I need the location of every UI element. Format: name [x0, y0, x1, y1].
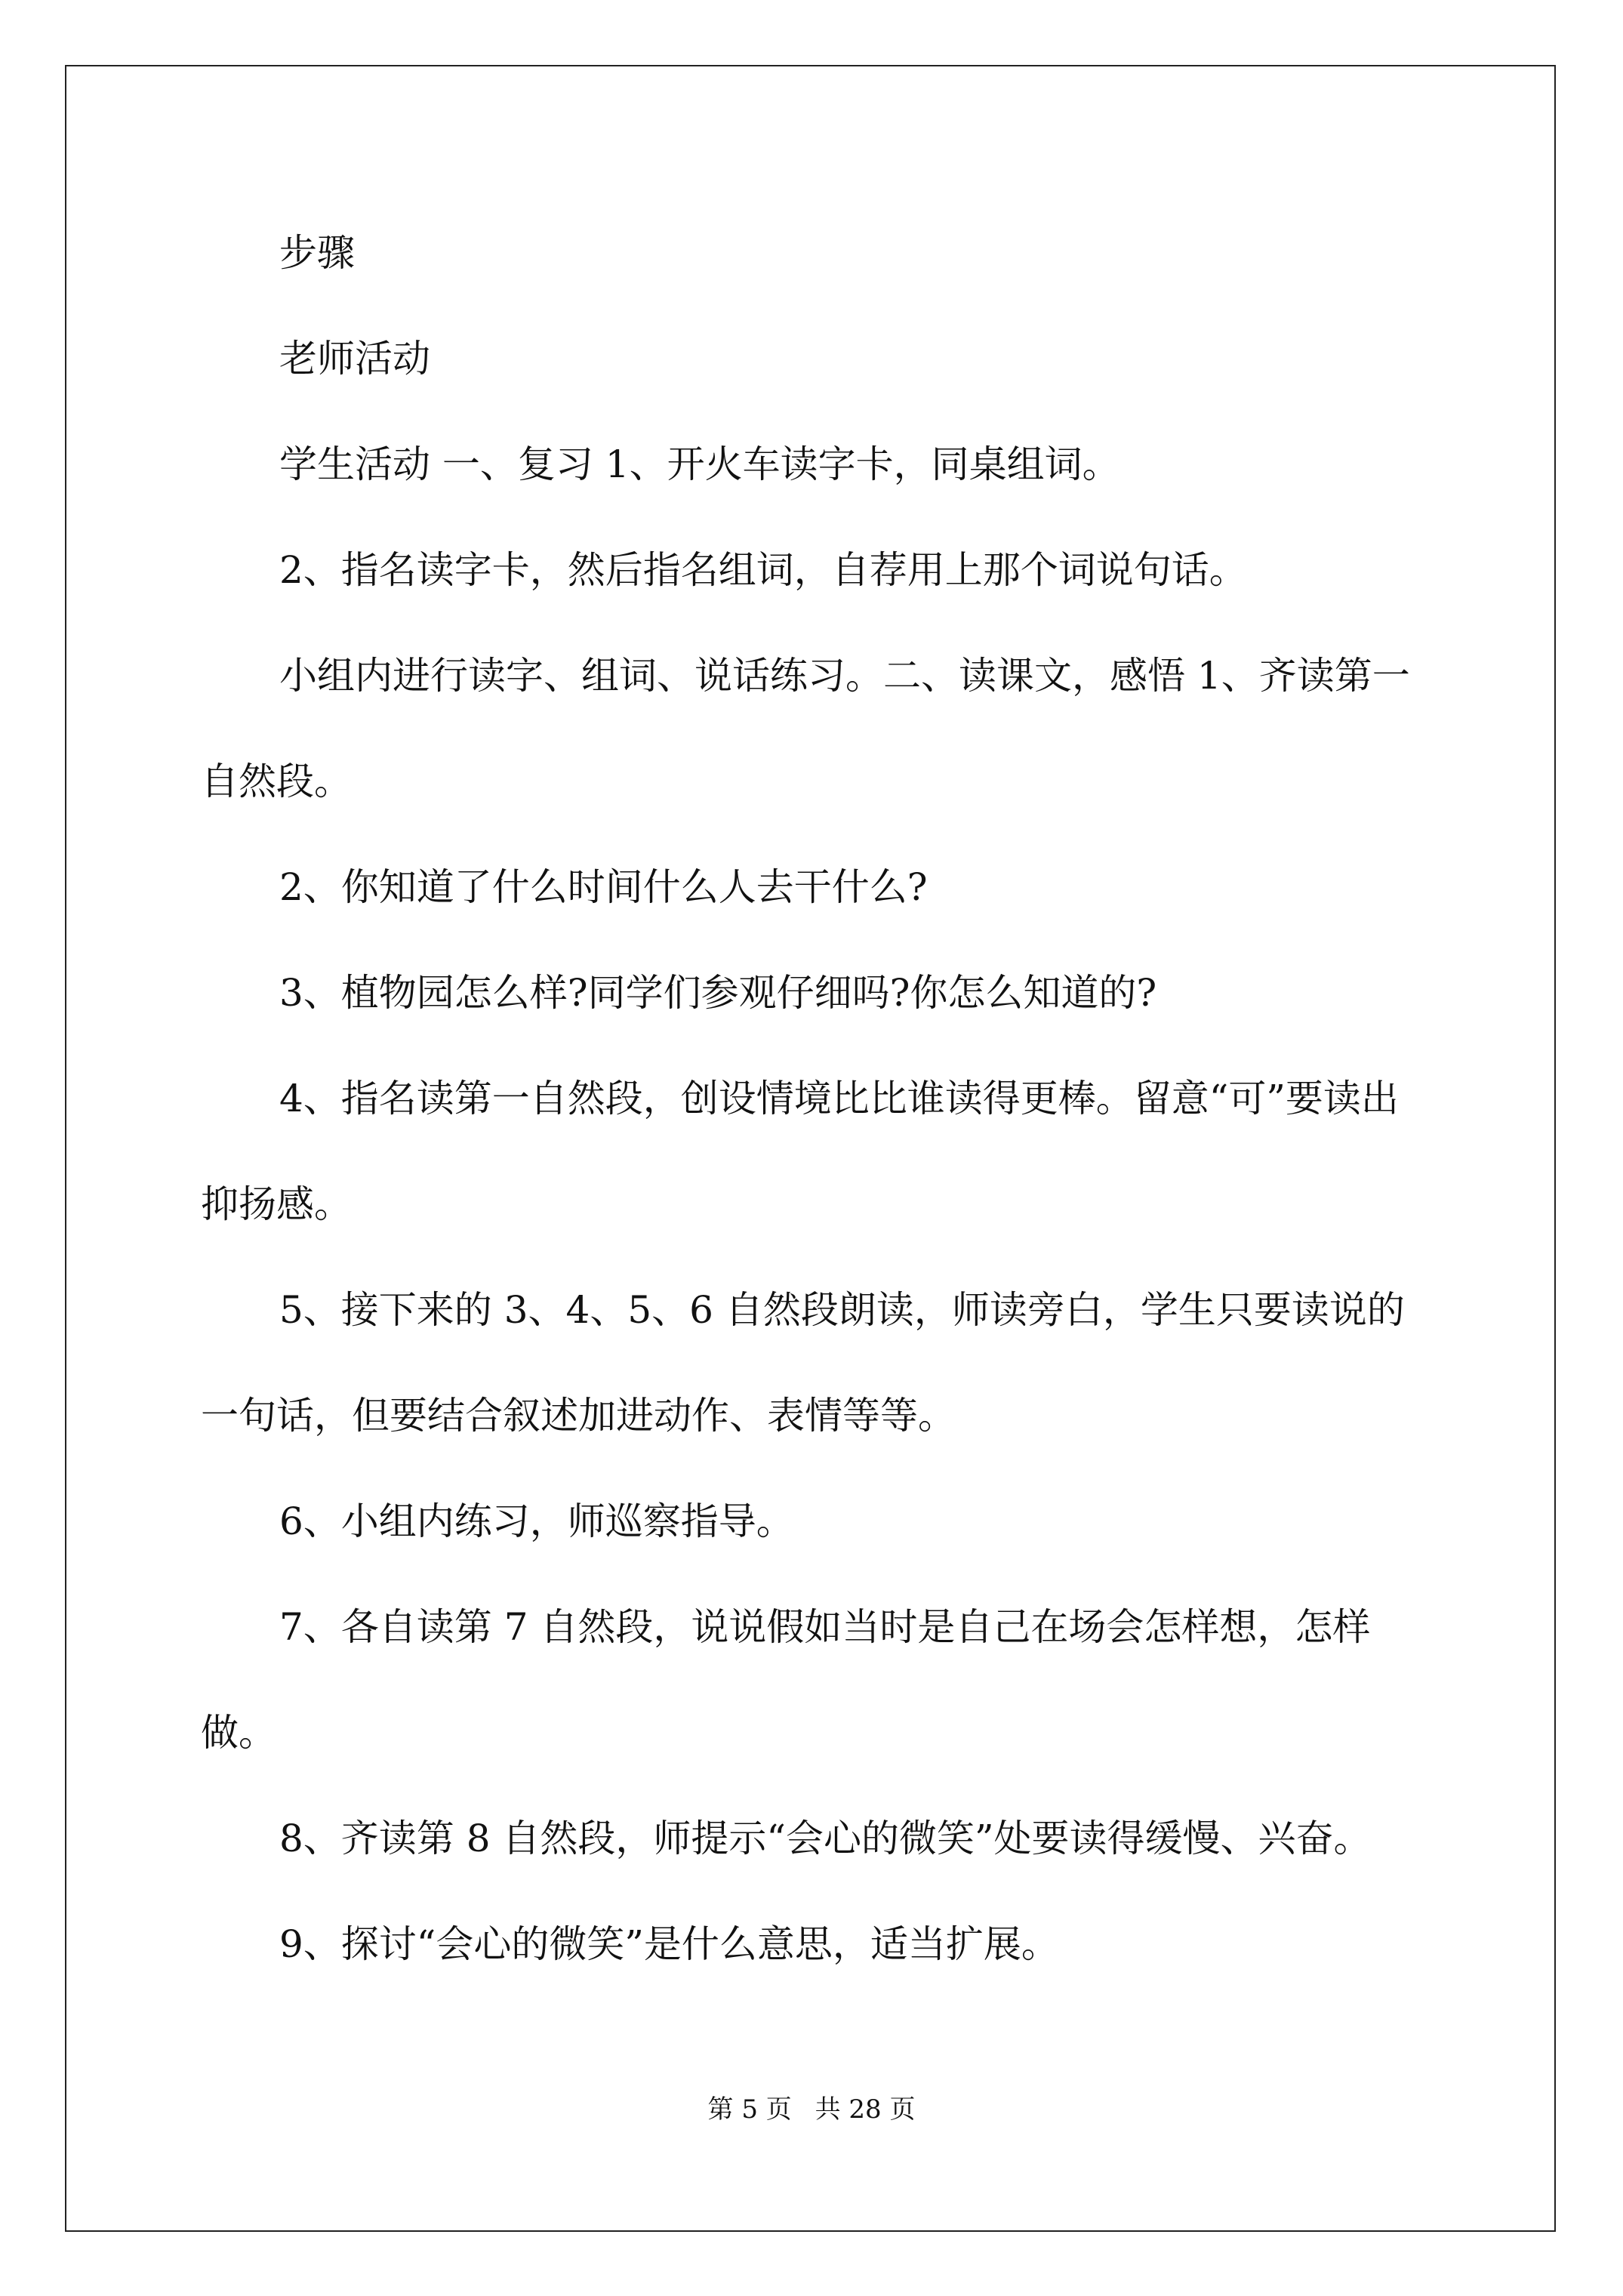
page-footer — [0, 2094, 1623, 2125]
paragraph-steps: 步骤 — [279, 231, 355, 275]
paragraph-item-4: 4、指名读第一自然段，创设情境比比谁读得更棒。留意“可”要读出抑扬感。 — [201, 1077, 1399, 1226]
paragraph-question-3: 3、植物园怎么样?同学们参观仔细吗?你怎么知道的? — [279, 971, 1157, 1015]
paragraph-teacher-activity: 老师活动 — [279, 337, 430, 381]
paragraph-item-5: 5、接下来的 3、4、5、6 自然段朗读，师读旁白，学生只要读说的一句话，但要结合叙述加进动作、表情等等。 — [201, 1288, 1405, 1438]
paragraph-group-practice: 小组内进行读字、组词、说话练习。二、读课文，感悟 1、齐读第一自然段。 — [201, 654, 1410, 803]
page-total: 共 28 页 — [815, 2094, 916, 2125]
paragraph-item-9: 9、探讨“会心的微笑”是什么意思，适当扩展。 — [279, 1922, 1059, 1966]
paragraph-question-2: 2、你知道了什么时间什么人去干什么? — [279, 865, 928, 909]
paragraph-item-8: 8、齐读第 8 自然段，师提示“会心的微笑”处要读得缓慢、兴奋。 — [279, 1817, 1372, 1860]
paragraph-item-6: 6、小组内练习，师巡察指导。 — [279, 1499, 794, 1543]
paragraph-item-2: 2、指名读字卡，然后指名组词，自荐用上那个词说句话。 — [279, 548, 1247, 592]
page-number: 第 5 页 — [707, 2094, 792, 2125]
paragraph-student-activity: 学生活动 一、复习 1、开火车读字卡，同桌组词。 — [279, 442, 1120, 486]
paragraph-item-7: 7、各自读第 7 自然段，说说假如当时是自己在场会怎样想，怎样做。 — [201, 1605, 1371, 1755]
